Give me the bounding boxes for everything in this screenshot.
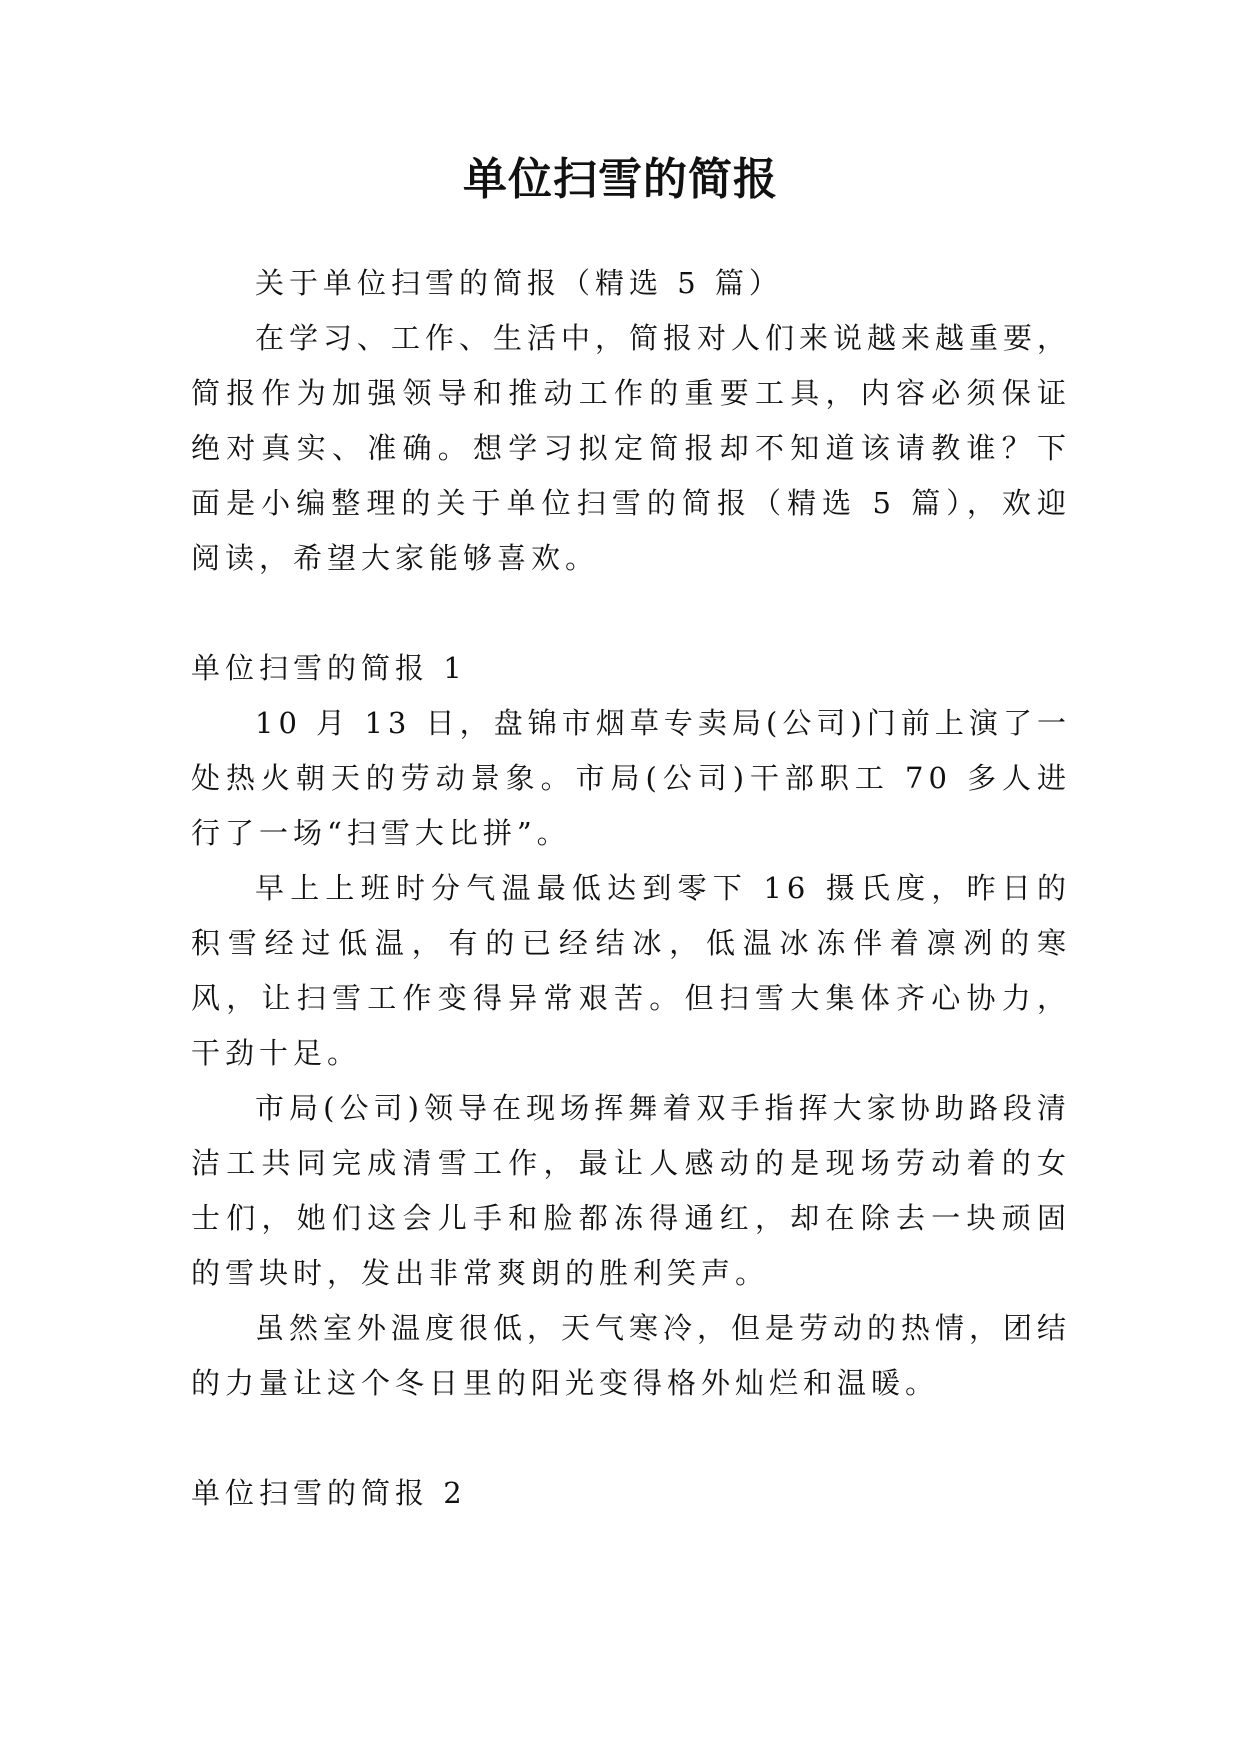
section-1-paragraph-4: 虽然室外温度很低，天气寒冷，但是劳动的热情，团结的力量让这个冬日里的阳光变得格外灿烂和温暖。 xyxy=(191,1311,1072,1400)
intro-paragraph: 在学习、工作、生活中，简报对人们来说越来越重要，简报作为加强领导和推动工作的重要工具，内容必须保证绝对真实、准确。想学习拟定简报却不知道该请教谁？下面是小编整理的关于单位扫雪的简报（精选 5 篇），欢迎阅读，希望大家能够喜欢。 xyxy=(191,321,1072,575)
intro-subtitle: 关于单位扫雪的简报（精选 5 篇） xyxy=(255,266,783,300)
section-1-paragraph-3: 市局(公司)领导在现场挥舞着双手指挥大家协助路段清洁工共同完成清雪工作，最让人感动的是现场劳动着的女士们，她们这会儿手和脸都冻得通红，却在除去一块顽固的雪块时，发出非常爽朗的胜利笑声。 xyxy=(191,1091,1071,1290)
section-gap xyxy=(191,586,1071,641)
section-heading: 单位扫雪的简报 2 xyxy=(191,1476,467,1510)
section-gap xyxy=(191,1411,1071,1466)
section-heading: 单位扫雪的简报 1 xyxy=(191,651,467,685)
document-title: 单位扫雪的简报 xyxy=(463,154,778,205)
document-body xyxy=(191,256,1071,1521)
section-1-paragraph-2: 早上上班时分气温最低达到零下 16 摄氏度，昨日的积雪经过低温，有的已经结冰，低温冰冻伴着凛冽的寒风，让扫雪工作变得异常艰苦。但扫雪大集体齐心协力，干劲十足。 xyxy=(191,871,1071,1070)
section-1-paragraph-1: 10 月 13 日，盘锦市烟草专卖局(公司)门前上演了一处热火朝天的劳动景象。市局(公司)干部职工 70 多人进行了一场“扫雪大比拼”。 xyxy=(191,706,1071,850)
